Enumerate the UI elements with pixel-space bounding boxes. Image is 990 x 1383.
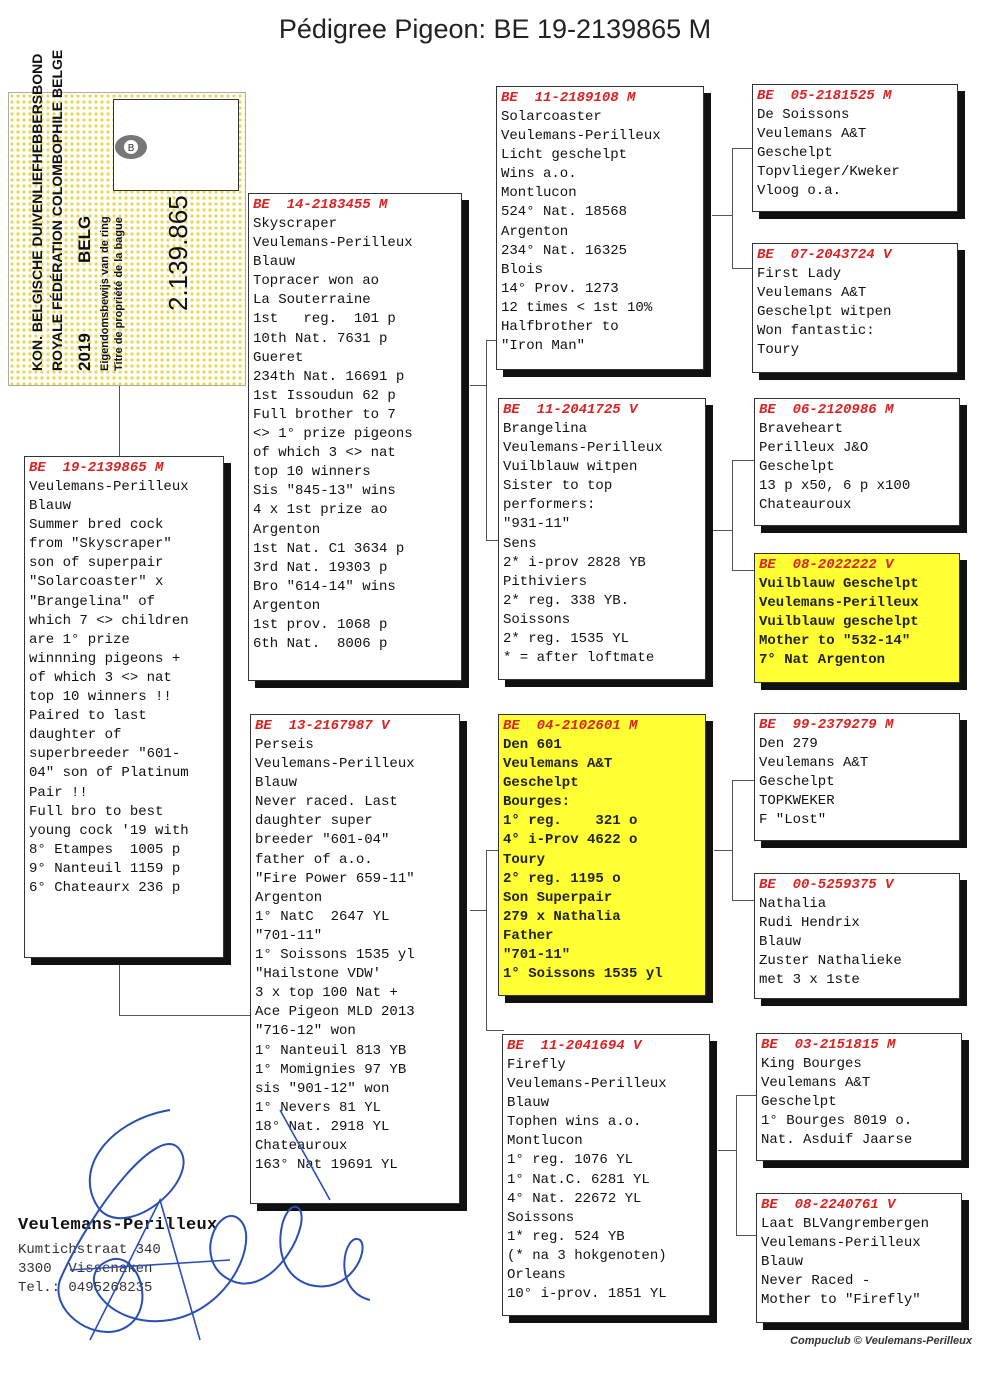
connector (732, 900, 754, 901)
connector (732, 460, 733, 570)
footer-credit: Compuclub © Veulemans-Perilleux (790, 1335, 972, 1347)
pedigree-line: 8° Etampes 1005 p (29, 841, 181, 858)
pedigree-line: Veulemans A&T (757, 126, 867, 143)
pedigree-line: Mother to "532-14" (759, 633, 911, 650)
pedigree-line: Pithiviers (503, 573, 588, 590)
pedigree-line: Zuster Nathalieke (759, 953, 902, 970)
connector (712, 215, 732, 216)
pedigree-line: 9° Nanteuil 1159 p (29, 860, 181, 877)
pedigree-line: Veulemans-Perilleux (253, 235, 413, 252)
pedigree-line: 1° Soissons 1535 yl (503, 966, 663, 983)
pedigree-line: Nathalia (759, 896, 827, 912)
pedigree-line: Geschelpt (759, 459, 835, 476)
pedigree-line: 2* reg. 338 YB. (503, 592, 630, 609)
svg-text:B: B (127, 143, 135, 154)
pedigree-line: Blauw (761, 1254, 804, 1271)
pedigree-line: Geschelpt (759, 774, 835, 791)
pigeon-card-dsd (754, 873, 960, 999)
pedigree-line: Veulemans A&T (759, 755, 869, 772)
pedigree-line: Perseis (255, 737, 314, 753)
pedigree-line: Son Superpair (503, 889, 613, 906)
pedigree-line: Veulemans-Perilleux (761, 1235, 921, 1252)
ring-number-label: BE 05-2181525 M (757, 88, 892, 104)
pedigree-line: Mother to "Firefly" (761, 1292, 921, 1309)
pedigree-line: performers: (503, 497, 596, 514)
pedigree-line: Won fantastic: (757, 323, 875, 340)
breeder-phone: Tel.: 0495268235 (18, 1280, 153, 1296)
connector (736, 1095, 756, 1096)
connector (486, 850, 487, 1030)
pedigree-line: Geschelpt (761, 1094, 837, 1111)
pedigree-line: Blauw (507, 1095, 550, 1112)
pedigree-line: 1* reg. 524 YB (507, 1228, 625, 1245)
pedigree-line: 1° Soissons 1535 yl (255, 947, 415, 964)
pedigree-line: Ace Pigeon MLD 2013 (255, 1004, 415, 1021)
pigeon-card-main (24, 456, 224, 958)
pedigree-line: Never raced. Last (255, 794, 398, 811)
pigeon-card-dam-dam (502, 1034, 710, 1316)
federation-name-fr: ROYALE FÉDÉRATION COLOMBOPHILE BELGE (49, 49, 65, 371)
pedigree-line: Topracer won ao (253, 273, 380, 290)
ring-number-label: BE 11-2189108 M (501, 90, 636, 106)
pedigree-line: 2* i-prov 2828 YB (503, 554, 646, 571)
pedigree-line: Veulemans-Perilleux (501, 128, 661, 145)
pedigree-line: 1° Nat.C. 6281 YL (507, 1171, 650, 1188)
ring-number-label: BE 00-5259375 V (759, 877, 894, 893)
pedigree-line: 1° Bourges 8019 o. (761, 1113, 913, 1130)
pedigree-line: Toury (503, 851, 546, 868)
pedigree-line: 1st reg. 101 p (253, 311, 396, 328)
connector (732, 780, 754, 781)
ring-certificate (8, 49, 246, 386)
pedigree-line: 4° i-Prov 4622 o (503, 832, 638, 849)
pedigree-line: Montlucon (501, 185, 577, 202)
pedigree-line: 18° Nat. 2918 YL (255, 1118, 390, 1135)
pedigree-line: Blauw (253, 254, 296, 271)
pedigree-line: 7° Nat Argenton (759, 652, 886, 669)
pedigree-line: Paired to last (29, 708, 147, 725)
ring-number-label: BE 04-2102601 M (503, 718, 638, 734)
pedigree-line: 14° Prov. 1273 (501, 280, 619, 297)
pedigree-line: Veulemans A&T (757, 285, 867, 302)
pedigree-line: Soissons (507, 1209, 575, 1226)
pedigree-line: son of superpair (29, 555, 164, 572)
pedigree-line: Veulemans A&T (761, 1075, 871, 1092)
pedigree-line: Topvlieger/Kweker (757, 164, 900, 181)
ring-number-label: BE 08-2022222 V (759, 557, 894, 573)
page-title: Pédigree Pigeon: BE 19-2139865 M (278, 14, 712, 44)
pedigree-line: 6th Nat. 8006 p (253, 636, 388, 653)
connector (732, 268, 752, 269)
pedigree-line: Laat BLVangrembergen (761, 1216, 930, 1232)
pedigree-line: 1st prov. 1068 p (253, 616, 388, 633)
pedigree-line: 04" son of Platinum (29, 765, 189, 782)
pedigree-line: Solarcoaster (501, 109, 602, 125)
pedigree-line: Geschelpt (757, 145, 833, 162)
pedigree-line: Chateauroux (255, 1137, 348, 1154)
federation-name-nl: KON. BELGISCHE DUIVENLIEFHEBBERSBOND (29, 53, 45, 371)
pedigree-line: Orleans (507, 1267, 566, 1284)
pedigree-line: Veulemans-Perilleux (507, 1076, 667, 1093)
ring-number-label: BE 99-2379279 M (759, 717, 894, 733)
ring-cert-label-nl: Eigendomsbewijs van de ring (99, 216, 111, 371)
ring-number: 2.139.865 (163, 195, 193, 311)
ring-number-label: BE 19-2139865 M (29, 460, 164, 476)
pedigree-line: 234° Nat. 16325 (501, 242, 628, 259)
pedigree-line: Blauw (759, 934, 802, 951)
pedigree-line: Vuilblauw witpen (503, 459, 638, 476)
pedigree-line: 1° Momignies 97 YB (255, 1061, 407, 1078)
pedigree-line: 1° Nevers 81 YL (255, 1099, 382, 1116)
connector (486, 540, 498, 541)
pedigree-line: daughter of (29, 727, 122, 744)
pedigree-line: 1st Issoudun 62 p (253, 387, 396, 404)
pedigree-line: daughter super (255, 813, 373, 830)
pedigree-line: Montlucon (507, 1133, 583, 1150)
pedigree-line: Blauw (255, 775, 298, 792)
pedigree-line: Full brother to 7 (253, 406, 396, 423)
pedigree-line: * = after loftmate (503, 650, 655, 667)
pedigree-line: "931-11" (503, 516, 571, 533)
ring-number-label: BE 03-2151815 M (761, 1037, 896, 1053)
pedigree-line: Vuilblauw geschelpt (759, 614, 919, 631)
pigeon-card-sdd (754, 553, 960, 683)
pedigree-line: superbreeder "601- (29, 746, 181, 763)
pedigree-line: Nat. Asduif Jaarse (761, 1132, 913, 1149)
pedigree-line: Licht geschelpt (501, 147, 628, 164)
connector (732, 460, 754, 461)
pedigree-line: Pair !! (29, 784, 88, 801)
pedigree-line: "Solarcoaster" x (29, 574, 164, 591)
connector (736, 1235, 756, 1236)
pedigree-line: Gueret (253, 349, 304, 366)
pedigree-line: Father (503, 927, 554, 944)
pedigree-line: 12 times < 1st 10% (501, 299, 653, 316)
pedigree-line: (* na 3 hokgenoten) (507, 1247, 667, 1264)
ring-number-label: BE 11-2041694 V (507, 1038, 642, 1054)
pedigree-line: Full bro to best (29, 803, 164, 820)
pedigree-line: 2* reg. 1535 YL (503, 631, 630, 648)
pedigree-line: 6° Chateaurx 236 p (29, 879, 181, 896)
pedigree-line: young cock '19 with (29, 822, 189, 839)
pedigree-line: Argenton (501, 223, 569, 240)
pedigree-line: Wins a.o. (501, 166, 577, 183)
pedigree-line: Den 279 (759, 736, 818, 752)
breeder-street: Kumtichstraat 340 (18, 1242, 161, 1258)
pedigree-line: 2° reg. 1195 o (503, 870, 621, 887)
pedigree-line: Perilleux J&O (759, 440, 869, 457)
ring-number-label: BE 08-2240761 V (761, 1197, 896, 1213)
pedigree-line: of which 3 <> nat (29, 669, 172, 686)
ring-year: 2019 (75, 333, 94, 371)
pedigree-line: Rudi Hendrix (759, 915, 860, 932)
pedigree-line: top 10 winners (253, 464, 371, 481)
connector (732, 780, 733, 900)
connector (470, 385, 486, 386)
signature-icon (30, 1090, 390, 1360)
pedigree-line: 1° NatC 2647 YL (255, 908, 390, 925)
pedigree-line: Den 601 (503, 737, 562, 753)
pedigree-line: Veulemans-Perilleux (29, 479, 189, 495)
pedigree-line: King Bourges (761, 1056, 862, 1072)
pedigree-line: are 1° prize (29, 631, 130, 648)
pigeon-card-dss (754, 713, 960, 841)
ring-number-label: BE 14-2183455 M (253, 197, 388, 213)
pigeon-card-sire (248, 193, 462, 681)
pedigree-line: 163° Nat 19691 YL (255, 1157, 398, 1174)
pedigree-line: "Iron Man" (501, 338, 586, 355)
pedigree-line: "Fire Power 659-11" (255, 870, 415, 887)
pedigree-line: 13 p x50, 6 p x100 (759, 478, 911, 495)
pedigree-line: 3rd Nat. 19303 p (253, 559, 388, 576)
pedigree-line: 1° reg. 1076 YL (507, 1152, 634, 1169)
connector (732, 148, 733, 268)
pedigree-line: "Brangelina" of (29, 593, 156, 610)
pedigree-line: Vloog o.a. (757, 183, 842, 200)
pedigree-line: Halfbrother to (501, 319, 619, 336)
pedigree-line: Veulemans-Perilleux (759, 595, 919, 612)
ring-number-label: BE 06-2120986 M (759, 402, 894, 418)
pedigree-line: 10th Nat. 7631 p (253, 330, 388, 347)
pedigree-line: La Souterraine (253, 292, 371, 309)
connector (732, 148, 752, 149)
ring-number-label: BE 07-2043724 V (757, 247, 892, 263)
pedigree-line: Toury (757, 342, 800, 359)
pedigree-line: 1° Nanteuil 813 YB (255, 1042, 407, 1059)
pedigree-line: "701-11" (255, 927, 323, 944)
pedigree-line: Blois (501, 261, 544, 278)
pigeon-card-sire-sire (496, 86, 704, 370)
pedigree-line: Geschelpt (503, 775, 579, 792)
pedigree-line: top 10 winners !! (29, 689, 172, 706)
pigeon-card-ssd (752, 243, 958, 373)
pedigree-line: sis "901-12" won (255, 1080, 390, 1097)
pedigree-line: First Lady (757, 266, 842, 282)
connector (736, 1095, 737, 1235)
pedigree-line: met 3 x 1ste (759, 972, 860, 989)
pedigree-line: Firefly (507, 1057, 566, 1073)
breeder-city: 3300 Vissenaken (18, 1261, 153, 1277)
pedigree-line: Veulemans-Perilleux (255, 756, 415, 773)
pedigree-line: Blauw (29, 498, 72, 515)
pedigree-line: Skyscraper (253, 216, 338, 232)
pedigree-line: Never Raced - (761, 1273, 871, 1290)
pedigree-line: father of a.o. (255, 851, 373, 868)
connector (486, 1030, 504, 1031)
pigeon-card-sss (752, 84, 958, 212)
connector (470, 910, 486, 911)
pedigree-line: TOPKWEKER (759, 793, 835, 810)
pigeon-card-dam-sire (498, 714, 706, 996)
pedigree-line: Argenton (255, 889, 323, 906)
pedigree-line: Veulemans A&T (503, 756, 613, 773)
connector (119, 958, 120, 1015)
pedigree-line: Vuilblauw Geschelpt (759, 576, 919, 592)
pedigree-line: "716-12" won (255, 1023, 356, 1040)
breeder-name: Veulemans-Perilleux (18, 1216, 218, 1235)
ring-number-label: BE 13-2167987 V (255, 718, 390, 734)
ring-cert-label-fr: Titre de propriété de la bague (113, 217, 125, 371)
pedigree-line: Argenton (253, 521, 321, 538)
pedigree-line: Bourges: (503, 794, 571, 811)
federation-logo-icon (111, 127, 151, 167)
pedigree-line: Summer bred cock (29, 517, 164, 534)
pedigree-line: Argenton (253, 597, 321, 614)
pedigree-line: F "Lost" (759, 812, 827, 829)
pedigree-line: Braveheart (759, 421, 844, 437)
pedigree-line: from "Skyscraper" (29, 536, 172, 553)
pedigree-line: 4 x 1st prize ao (253, 502, 388, 519)
connector (486, 340, 487, 540)
pigeon-card-sire-dam (498, 398, 706, 680)
pedigree-line: Sens (503, 535, 537, 552)
pedigree-line: "Hailstone VDW' (255, 966, 382, 983)
ring-country: BELG (75, 215, 94, 263)
pigeon-card-sds (754, 398, 960, 526)
ring-number-label: BE 11-2041725 V (503, 402, 638, 418)
pedigree-line: 279 x Nathalia (503, 908, 621, 925)
pedigree-line: De Soissons (757, 107, 850, 123)
pedigree-line: Brangelina (503, 421, 588, 437)
pedigree-line: breeder "601-04" (255, 832, 390, 849)
pedigree-line: <> 1° prize pigeons (253, 426, 413, 443)
pedigree-line: Bro "614-14" wins (253, 578, 396, 595)
pedigree-line: winnning pigeons + (29, 650, 181, 667)
connector (712, 530, 732, 531)
pedigree-line: Chateauroux (759, 497, 852, 514)
pedigree-line: Sister to top (503, 478, 613, 495)
pigeon-card-dds (756, 1033, 962, 1161)
pedigree-line: Geschelpt witpen (757, 304, 892, 321)
pedigree-line: 4° Nat. 22672 YL (507, 1190, 642, 1207)
pedigree-line: which 7 <> children (29, 612, 189, 629)
connector (714, 850, 732, 851)
pedigree-line: 10° i-prov. 1851 YL (507, 1286, 667, 1303)
pedigree-line: "701-11" (503, 947, 571, 964)
connector (486, 850, 498, 851)
pedigree-line: 1st Nat. C1 3634 p (253, 540, 405, 557)
pedigree-line: Tophen wins a.o. (507, 1114, 642, 1131)
connector (732, 570, 754, 571)
pedigree-line: 234th Nat. 16691 p (253, 368, 405, 385)
pigeon-card-ddd (756, 1193, 962, 1323)
pedigree-line: Soissons (503, 611, 571, 628)
connector (119, 1015, 253, 1016)
pedigree-line: of which 3 <> nat (253, 445, 396, 462)
pedigree-line: 3 x top 100 Nat + (255, 985, 398, 1002)
pedigree-line: 1° reg. 321 o (503, 813, 638, 830)
pedigree-line: Sis "845-13" wins (253, 483, 396, 500)
pedigree-line: 524° Nat. 18568 (501, 204, 628, 221)
pedigree-line: Veulemans-Perilleux (503, 440, 663, 457)
connector (119, 386, 120, 456)
connector (718, 1150, 736, 1151)
